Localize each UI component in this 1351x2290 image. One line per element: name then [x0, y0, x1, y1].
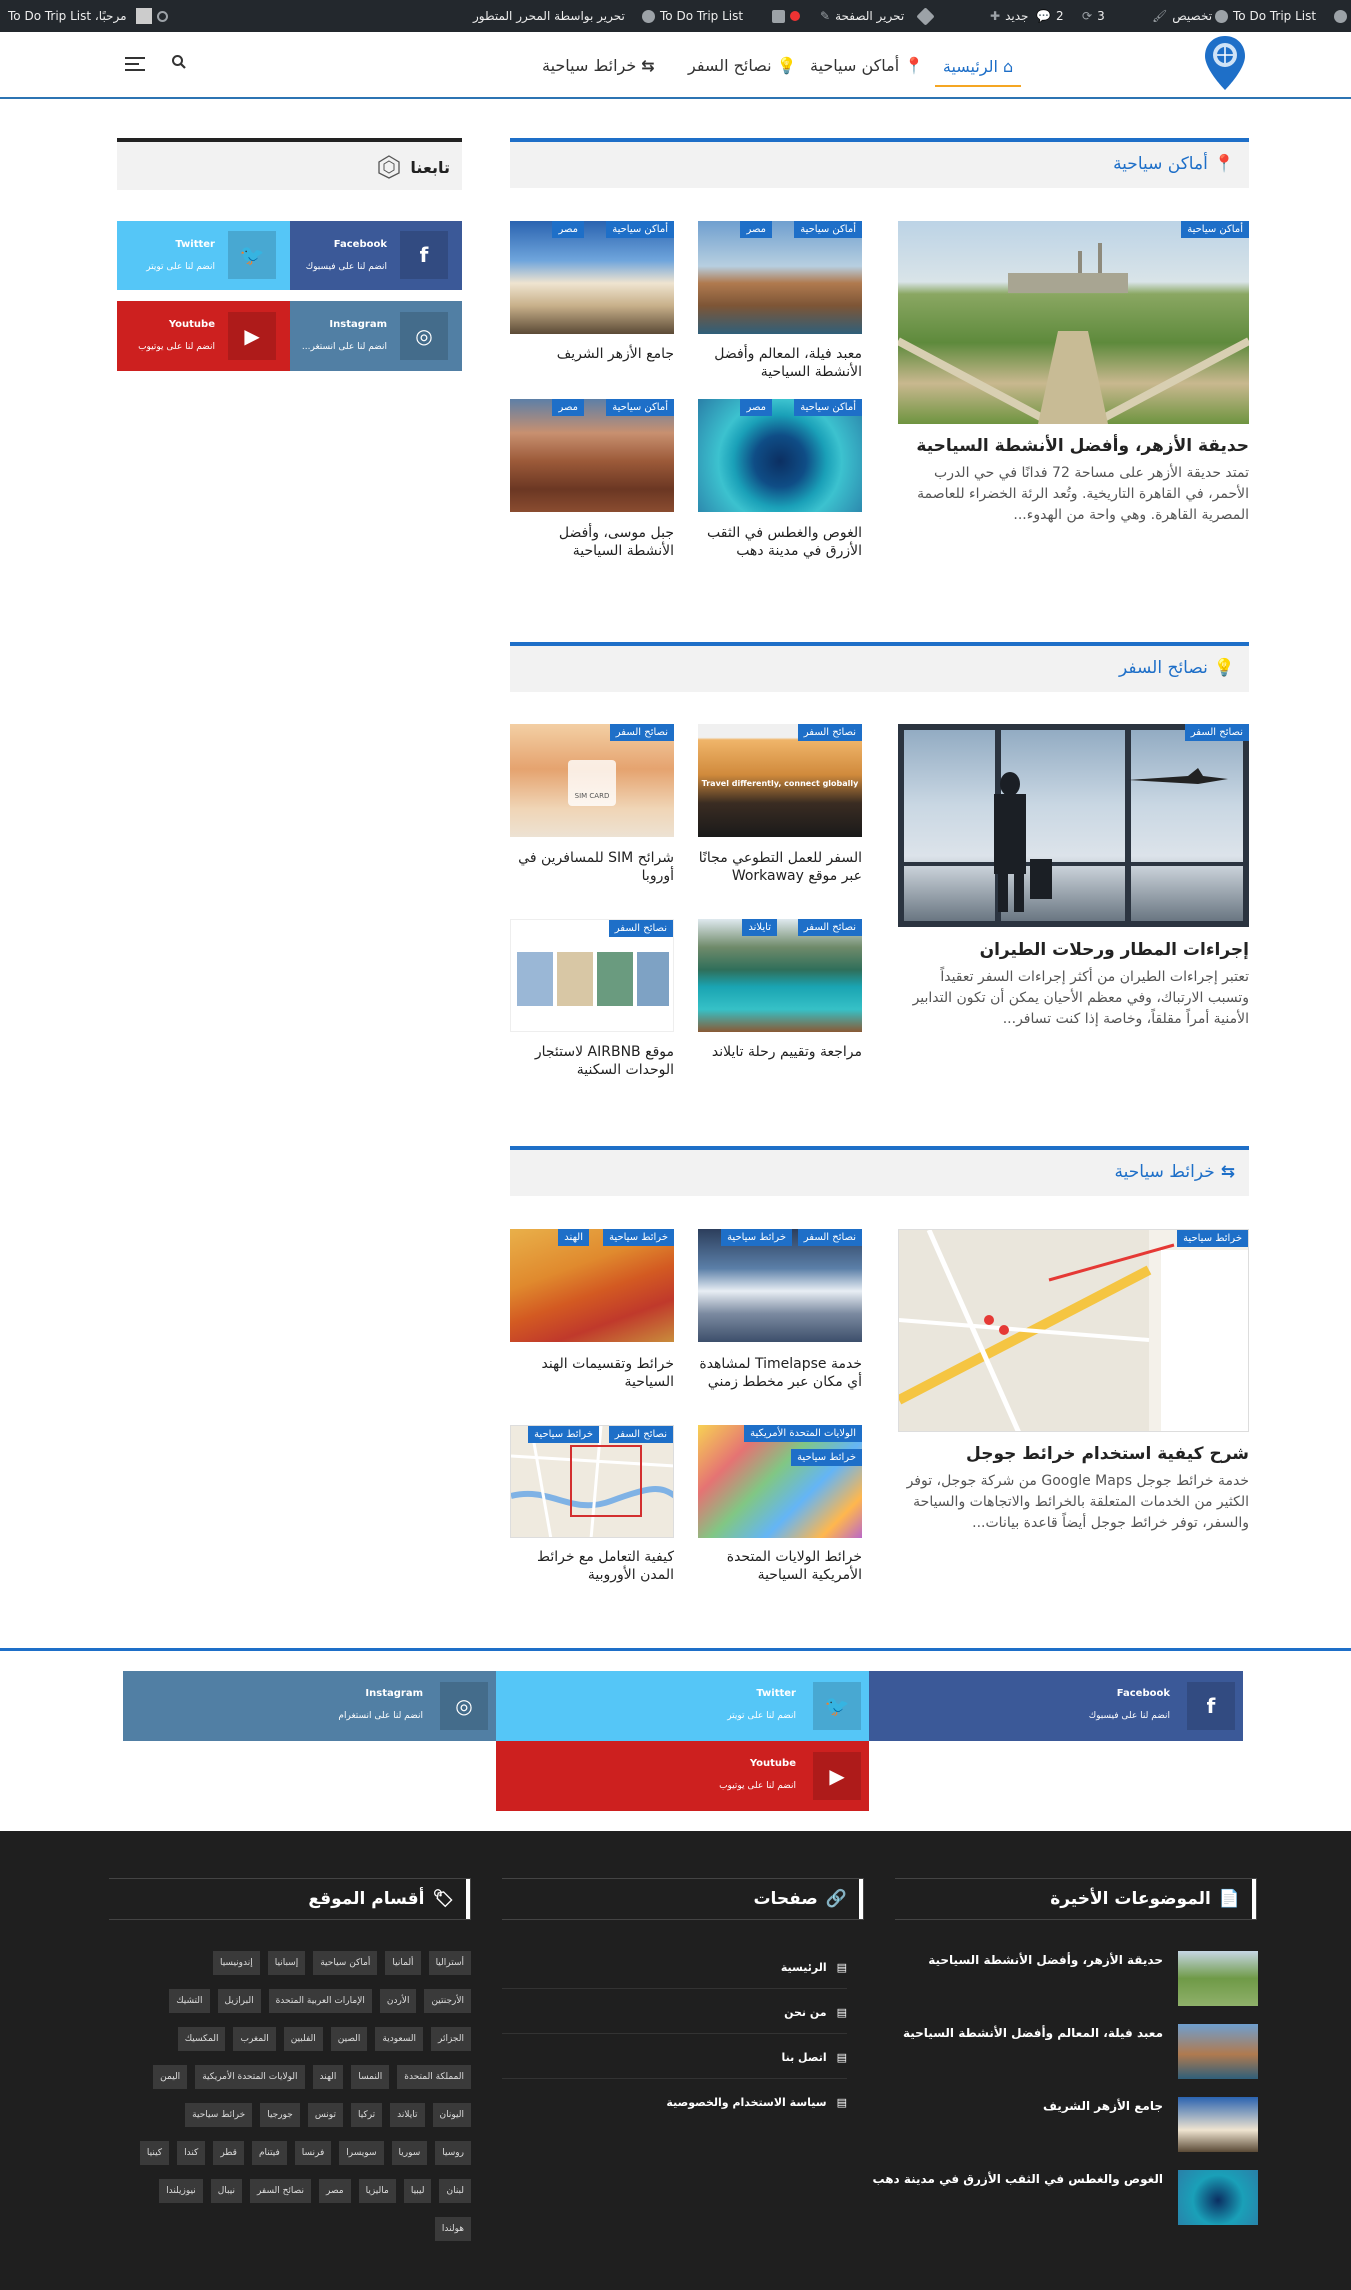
categories-title-text: أقسام الموقع: [308, 1889, 425, 1909]
category-tag[interactable]: أستراليا: [429, 1951, 471, 1975]
category-badge-2[interactable]: خرائط سياحية: [528, 1426, 599, 1443]
file-icon: ▤: [836, 2051, 847, 2064]
post-title-tips-3[interactable]: مراجعة وتقييم رحلة تايلاند: [711, 1044, 862, 1060]
section-maps-title[interactable]: [1115, 1162, 1235, 1182]
post-title-tips-1[interactable]: السفر للعمل التطوعي مجانًا عبر موقع Workaway: [698, 850, 862, 884]
page-link-about[interactable]: [784, 2006, 847, 2019]
twitter-sub: انضم لنا على تويتر: [727, 1711, 796, 1721]
pages-widget-title: [753, 1879, 863, 1919]
hamburger-icon: [125, 57, 145, 71]
site-footer: [0, 1831, 1351, 2290]
listing-photo: [597, 952, 633, 1006]
follow-youtube[interactable]: [117, 301, 290, 371]
instagram-icon: ◎: [440, 1682, 488, 1730]
search-button[interactable]: [171, 54, 187, 70]
country-badge[interactable]: الهند: [558, 1229, 589, 1246]
category-tag[interactable]: السعودية: [375, 2027, 423, 2051]
category-badge[interactable]: أماكن سياحية: [606, 221, 674, 238]
category-tag[interactable]: روسيا: [435, 2141, 471, 2165]
page-link-label: سياسة الاستخدام والخصوصية: [666, 2096, 827, 2109]
nav-maps[interactable]: [542, 52, 655, 78]
recent-thumb-4[interactable]: [1178, 2170, 1258, 2225]
category-tag[interactable]: لبنان: [439, 2179, 471, 2203]
category-badge[interactable]: الولايات المتحدة الأمريكية: [744, 1425, 862, 1442]
category-tag[interactable]: الهند: [313, 2065, 344, 2089]
category-tag[interactable]: كينيا: [140, 2141, 169, 2165]
avatar: [136, 8, 152, 24]
featured-excerpt-places: تمتد حديقة الأزهر على مساحة 72 فدانًا في حي الدرب الأحمر، في القاهرة التاريخية. وتُعد الرئة الخضراء للعاصمة المصرية القاهرة. وهي واحة من الهدوء...: [917, 465, 1249, 523]
section-tips-title[interactable]: [1119, 658, 1235, 678]
category-tag[interactable]: سوريا: [392, 2141, 428, 2165]
section-maps-header: [510, 1146, 1249, 1196]
post-title-places-1[interactable]: معبد فيلة، المعالم وأفضل الأنشطة السياحية: [714, 346, 862, 380]
home-icon: ⌂: [1002, 57, 1014, 76]
post-image-maps-3[interactable]: [698, 1425, 862, 1538]
post-title-maps-1[interactable]: خدمة Timelapse لمشاهدة أي مكان عبر مخطط زمني: [699, 1356, 862, 1390]
section-places-title[interactable]: [1113, 154, 1235, 174]
facebook-name: Facebook: [1116, 1688, 1170, 1699]
category-tag[interactable]: البرازيل: [218, 1989, 261, 2013]
category-tag[interactable]: جورجيا: [260, 2103, 300, 2127]
recent-widget-header: [895, 1878, 1257, 1920]
admin-site-link-2[interactable]: [642, 0, 743, 32]
category-tag[interactable]: نيبال: [211, 2179, 242, 2203]
diamond-icon: [917, 7, 935, 25]
brush-icon: 🖌: [1152, 9, 1168, 23]
follow-instagram[interactable]: [290, 301, 462, 371]
post-image-maps-4[interactable]: [510, 1425, 674, 1538]
country-badge[interactable]: مصر: [740, 221, 772, 238]
tag-row: [435, 2217, 471, 2241]
social-instagram[interactable]: [123, 1671, 496, 1741]
recent-post-2[interactable]: معبد فيلة، المعالم وأفضل الأنشطة السياحية: [902, 2026, 1163, 2040]
admin-comments[interactable]: [1036, 0, 1064, 32]
category-tag[interactable]: اليمن: [153, 2065, 187, 2089]
country-badge[interactable]: مصر: [552, 399, 584, 416]
country-badge[interactable]: مصر: [740, 399, 772, 416]
document-icon: 📄: [1218, 1889, 1240, 1909]
instagram-name: Instagram: [329, 319, 387, 330]
post-title-tips-2[interactable]: شرائح SIM للمسافرين في أوروبا: [518, 850, 674, 884]
recent-post-4[interactable]: الغوص والغطس في الثقب الأزرق في مدينة دهب: [872, 2172, 1163, 2186]
greeting-text: مرحبًا، To Do Trip List: [8, 9, 127, 23]
network-icon: [376, 154, 402, 180]
categories-widget-header: [109, 1878, 471, 1920]
twitter-icon: 🐦: [813, 1682, 861, 1730]
featured-image-places[interactable]: [898, 221, 1249, 424]
signpost-icon: ⇆: [1220, 1162, 1235, 1182]
wp-icon: [1334, 10, 1347, 23]
category-badge[interactable]: نصائح السفر: [609, 920, 673, 937]
category-tag[interactable]: التشيك: [169, 1989, 209, 2013]
admin-edit-page[interactable]: [820, 0, 932, 32]
tag-row: [185, 2103, 471, 2127]
lightbulb-icon: 💡: [776, 55, 797, 75]
nav-places-label: أماكن سياحية: [810, 55, 900, 75]
comment-icon: 💬: [1036, 9, 1051, 23]
category-badge-2[interactable]: خرائط سياحية: [791, 1449, 862, 1466]
search-icon: [171, 54, 187, 70]
youtube-name: Youtube: [749, 1758, 796, 1769]
lightbulb-icon: 💡: [1213, 658, 1235, 678]
admin-seo-icons[interactable]: [760, 0, 800, 32]
page-link-home[interactable]: [781, 1961, 847, 1974]
tag-row: [140, 2141, 471, 2165]
post-image-places-2[interactable]: [510, 221, 674, 334]
divider: [0, 1648, 1351, 1651]
post-image-places-1[interactable]: [698, 221, 862, 334]
category-badge[interactable]: نصائح السفر: [1185, 724, 1249, 741]
nav-tips-label: نصائح السفر: [688, 55, 772, 75]
category-tag[interactable]: الأردن: [380, 1989, 417, 2013]
follow-widget-title: [376, 154, 450, 180]
featured-excerpt-tips: تعتبر إجراءات الطيران من أكثر إجراءات السفر تعقيداً وتسبب الارتباك، وفي معظم الأحيان يمكن أن تكون التدابير الأمنية أمراً مقلقاً، وخاصة إذا كنت تسافر...: [912, 969, 1249, 1027]
pencil-icon: ✎: [820, 9, 831, 23]
category-badge[interactable]: نصائح السفر: [610, 724, 674, 741]
updates-count: 3: [1097, 9, 1105, 23]
category-tag[interactable]: كندا: [177, 2141, 205, 2165]
facebook-icon: f: [400, 231, 448, 279]
yoast-icon[interactable]: [772, 10, 785, 23]
category-tag[interactable]: هولندا: [435, 2217, 471, 2241]
category-tag[interactable]: اليونان: [433, 2103, 471, 2127]
post-image-maps-2[interactable]: [510, 1229, 674, 1342]
category-tag[interactable]: ماليزيا: [359, 2179, 396, 2203]
category-tag[interactable]: النمسا: [351, 2065, 389, 2089]
map-marker-icon: 📍: [1213, 154, 1235, 174]
recent-thumb-2[interactable]: [1178, 2024, 1258, 2079]
category-tag[interactable]: خرائط سياحية: [185, 2103, 252, 2127]
post-image-places-4[interactable]: [510, 399, 674, 512]
category-tag[interactable]: تركيا: [351, 2103, 382, 2127]
twitter-name: Twitter: [756, 1688, 796, 1699]
category-tag[interactable]: قطر: [213, 2141, 244, 2165]
post-title-places-4[interactable]: جبل موسى، وأفضل الأنشطة السياحية: [558, 525, 674, 559]
recent-title-text: الموضوعات الأخيرة: [1050, 1889, 1211, 1909]
page-link-privacy[interactable]: [666, 2096, 847, 2109]
section-places-header: [510, 138, 1249, 188]
instagram-name: Instagram: [365, 1688, 423, 1699]
pages-widget-header: [502, 1878, 864, 1920]
recent-widget-title: [1050, 1879, 1256, 1919]
page-link-label: من نحن: [784, 2006, 827, 2019]
category-tag[interactable]: أماكن سياحية: [313, 1951, 377, 1975]
file-icon: ▤: [836, 2006, 847, 2019]
category-tag[interactable]: فيتنام: [252, 2141, 287, 2165]
workaway-banner-text: Travel differently, connect globally: [701, 779, 859, 788]
section-maps-title-text: خرائط سياحية: [1114, 1162, 1215, 1182]
menu-button[interactable]: [125, 56, 145, 70]
divider: [502, 1988, 847, 1989]
post-image-tips-1[interactable]: [698, 724, 862, 837]
file-icon: ▤: [836, 1961, 847, 1974]
category-badge[interactable]: أماكن سياحية: [794, 221, 862, 238]
nav-home[interactable]: [935, 52, 1021, 87]
recent-thumb-3[interactable]: [1178, 2097, 1258, 2152]
wordpress-logo-icon[interactable]: [1334, 0, 1347, 32]
nav-maps-label: خرائط سياحية: [542, 55, 637, 75]
section-places-title-text: أماكن سياحية: [1113, 154, 1208, 174]
featured-image-tips[interactable]: [898, 724, 1249, 927]
category-badge[interactable]: أماكن سياحية: [794, 399, 862, 416]
edit-builder-label: تحرير بواسطة المحرر المتطور: [473, 9, 625, 23]
search-icon[interactable]: [157, 11, 168, 22]
listing-photo: [557, 952, 593, 1006]
featured-image-maps[interactable]: [898, 1229, 1249, 1432]
featured-title-maps[interactable]: شرح كيفية استخدام خرائط جوجل: [966, 1444, 1249, 1464]
featured-excerpt-maps: خدمة خرائط جوجل Google Maps من شركة جوجل، توفر الكثير من الخدمات المتعلقة بالخرائط والاتجاهات والسياحة والسفر، توفر خرائط جوجل أيضاً قاعدة بيانات...: [906, 1473, 1249, 1531]
facebook-name: Facebook: [333, 239, 387, 250]
category-tag[interactable]: المملكة المتحدة: [397, 2065, 471, 2089]
category-tag[interactable]: نصائح السفر: [250, 2179, 311, 2203]
nav-tips[interactable]: [688, 52, 797, 78]
page-link-contact[interactable]: [781, 2051, 847, 2064]
social-twitter[interactable]: [496, 1671, 869, 1741]
admin-new[interactable]: [990, 0, 1028, 32]
recent-post-1[interactable]: حديقة الأزهر، وأفضل الأنشطة السياحية: [928, 1953, 1163, 1967]
social-facebook[interactable]: [869, 1671, 1243, 1741]
category-tag[interactable]: الولايات المتحدة الأمريكية: [195, 2065, 304, 2089]
site-logo[interactable]: [1203, 34, 1247, 92]
category-tag[interactable]: ألمانيا: [385, 1951, 420, 1975]
twitter-icon: 🐦: [228, 231, 276, 279]
garden-illustration: [898, 221, 1249, 424]
tag-row: [213, 1951, 471, 1975]
recent-post-3[interactable]: جامع الأزهر الشريف: [1043, 2099, 1163, 2113]
site-header: [0, 32, 1351, 99]
tag-row: [153, 2065, 471, 2089]
youtube-sub: انضم لنا على يوتيوب: [719, 1781, 796, 1791]
dashboard-icon: [1215, 10, 1228, 23]
facebook-sub: انضم لنا على فيسبوك: [305, 262, 387, 272]
new-label: جديد: [1005, 9, 1029, 23]
listing-photo: [517, 952, 553, 1006]
admin-greeting[interactable]: [8, 0, 168, 32]
category-tag[interactable]: تايلاند: [390, 2103, 424, 2127]
link-icon: 🔗: [825, 1889, 847, 1909]
divider: [502, 2033, 847, 2034]
map-marker-icon: 📍: [904, 55, 925, 75]
builder-icon: [642, 10, 655, 23]
instagram-sub: انضم لنا على انستغرام: [338, 1711, 423, 1721]
categories-widget-title: [308, 1879, 470, 1919]
section-tips-header: [510, 642, 1249, 692]
page-link-label: الرئيسية: [780, 1961, 827, 1974]
tag-cloud: [109, 1951, 471, 2271]
edit-page-label: تحرير الصفحة: [835, 9, 905, 23]
post-image-maps-1[interactable]: [698, 1229, 862, 1342]
follow-title-text: تابعنا: [410, 157, 450, 177]
post-image-tips-2[interactable]: [510, 724, 674, 837]
tags-icon: 🏷: [432, 1889, 454, 1909]
pages-title-text: صفحات: [753, 1889, 818, 1909]
instagram-sub: انضم لنا على انستغر...: [301, 342, 387, 352]
post-image-tips-3[interactable]: [698, 919, 862, 1032]
category-tag[interactable]: الجزائر: [431, 2027, 471, 2051]
category-badge[interactable]: أماكن سياحية: [606, 399, 674, 416]
category-badge-2[interactable]: خرائط سياحية: [721, 1229, 792, 1246]
admin-site-link[interactable]: [1215, 0, 1316, 32]
category-tag[interactable]: مصر: [319, 2179, 351, 2203]
twitter-sub: انضم لنا على تويتر: [146, 262, 215, 272]
post-title-tips-4[interactable]: موقع AIRBNB لاستئجار الوحدات السكنية: [534, 1044, 674, 1078]
category-tag[interactable]: ليبيا: [404, 2179, 432, 2203]
post-title-places-2[interactable]: جامع الأزهر الشريف: [556, 346, 674, 362]
tag-row: [169, 1989, 471, 2013]
tag-row: [178, 2027, 471, 2051]
category-badge[interactable]: نصائح السفر: [798, 1229, 862, 1246]
follow-facebook[interactable]: [290, 221, 462, 290]
status-dot-icon: [790, 11, 800, 21]
facebook-icon: f: [1187, 1682, 1235, 1730]
country-badge[interactable]: تايلاند: [742, 919, 777, 936]
sim-card-graphic: SIM CARD: [568, 760, 616, 806]
category-badge[interactable]: خرائط سياحية: [1177, 1230, 1248, 1247]
category-tag[interactable]: المغرب: [233, 2027, 275, 2051]
category-tag[interactable]: نيوزيلندا: [159, 2179, 203, 2203]
post-title-maps-4[interactable]: كيفية التعامل مع خرائط المدن الأوروبية: [537, 1549, 674, 1583]
category-badge[interactable]: نصائح السفر: [609, 1426, 673, 1443]
category-tag[interactable]: تونس: [308, 2103, 343, 2127]
nav-home-label: الرئيسية: [942, 57, 998, 76]
admin-customize[interactable]: [1152, 0, 1212, 32]
youtube-icon: ▶: [228, 312, 276, 360]
post-title-maps-2[interactable]: خرائط وتقسيمات الهند السياحية: [541, 1356, 674, 1390]
category-badge[interactable]: نصائح السفر: [798, 919, 862, 936]
listing-photo: [637, 952, 669, 1006]
post-title-maps-3[interactable]: خرائط الولايات المتحدة الأمريكية السياحية: [726, 1549, 862, 1583]
category-tag[interactable]: إسبانيا: [268, 1951, 305, 1975]
category-tag[interactable]: الفلبين: [284, 2027, 323, 2051]
customize-label: تخصيص: [1172, 9, 1213, 23]
recent-thumb-1[interactable]: [1178, 1951, 1258, 2006]
featured-title-places[interactable]: حديقة الأزهر، وأفضل الأنشطة السياحية: [916, 436, 1249, 456]
youtube-name: Youtube: [168, 319, 215, 330]
facebook-sub: انضم لنا على فيسبوك: [1088, 1711, 1170, 1721]
signpost-icon: ⇆: [641, 55, 655, 75]
nav-places[interactable]: [810, 52, 924, 78]
tag-row: [159, 2179, 471, 2203]
post-title-places-3[interactable]: الغوص والغطس في الثقب الأزرق في مدينة دهب: [707, 525, 862, 559]
category-tag[interactable]: إندونيسيا: [213, 1951, 260, 1975]
refresh-icon: ⟳: [1082, 9, 1093, 23]
divider: [502, 2078, 847, 2079]
google-map-illustration: [899, 1230, 1249, 1432]
category-tag[interactable]: سويسرا: [339, 2141, 383, 2165]
category-badge[interactable]: خرائط سياحية: [603, 1229, 674, 1246]
plus-icon: ✚: [990, 9, 1001, 23]
follow-twitter[interactable]: [117, 221, 290, 290]
file-icon: ▤: [836, 2096, 847, 2109]
airport-illustration: [898, 724, 1249, 927]
social-youtube[interactable]: [496, 1741, 869, 1811]
section-tips-title-text: نصائح السفر: [1119, 658, 1208, 678]
youtube-sub: انضم لنا على يوتيوب: [138, 342, 215, 352]
featured-title-tips[interactable]: إجراءات المطار ورحلات الطيران: [979, 940, 1249, 960]
category-badge[interactable]: نصائح السفر: [798, 724, 862, 741]
comments-count: 2: [1055, 9, 1064, 23]
category-tag[interactable]: فرنسا: [295, 2141, 332, 2165]
category-tag[interactable]: الأرجنتين: [424, 1989, 471, 2013]
site-name-label: To Do Trip List: [1233, 9, 1317, 23]
category-tag[interactable]: المكسيك: [178, 2027, 226, 2051]
admin-bar: [0, 0, 1351, 32]
logo-pin-icon: [1203, 34, 1247, 92]
instagram-icon: ◎: [400, 312, 448, 360]
twitter-name: Twitter: [175, 239, 215, 250]
category-tag[interactable]: الصين: [331, 2027, 368, 2051]
post-image-tips-4[interactable]: [510, 919, 674, 1032]
page-link-label: اتصل بنا: [781, 2051, 827, 2064]
category-tag[interactable]: الإمارات العربية المتحدة: [269, 1989, 372, 2013]
admin-updates[interactable]: [1082, 0, 1105, 32]
post-image-places-3[interactable]: [698, 399, 862, 512]
admin-edit-builder[interactable]: [473, 0, 625, 32]
country-badge[interactable]: مصر: [552, 221, 584, 238]
follow-widget-header: [117, 138, 462, 190]
youtube-icon: ▶: [813, 1752, 861, 1800]
site-name-2-label: To Do Trip List: [660, 9, 744, 23]
category-badge[interactable]: أماكن سياحية: [1181, 221, 1249, 238]
